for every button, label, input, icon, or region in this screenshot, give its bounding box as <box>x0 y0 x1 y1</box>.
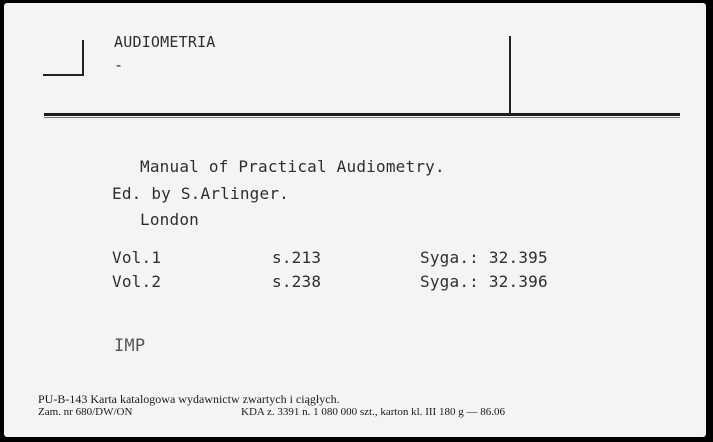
catalog-card <box>4 3 706 437</box>
footer-print-info: KDA z. 3391 n. 1 080 000 szt., karton kl. III 180 g — 86.06 <box>241 406 505 418</box>
corner-mark-vertical <box>82 40 84 76</box>
volume-2-label: Vol.2 <box>112 272 162 291</box>
volume-1-signature: Syga.: 32.395 <box>420 248 548 267</box>
imp-mark: IMP <box>114 336 146 356</box>
subject-heading: AUDIOMETRIA <box>114 33 216 51</box>
horizontal-rule <box>44 113 680 116</box>
book-title: Manual of Practical Audiometry. <box>140 157 445 176</box>
volume-1-pages: s.213 <box>272 248 322 267</box>
corner-mark-horizontal <box>43 74 83 76</box>
footer-form-line: PU-B-143 Karta katalogowa wydawnictw zwartych i ciągłych. <box>38 392 340 406</box>
subject-dash: - <box>114 56 124 74</box>
footer-order-number: Zam. nr 680/DW/ON <box>38 406 133 418</box>
volume-2-signature: Syga.: 32.396 <box>420 272 548 291</box>
volume-2-pages: s.238 <box>272 272 322 291</box>
editor-line: Ed. by S.Arlinger. <box>112 184 289 203</box>
horizontal-rule-shadow <box>44 117 680 118</box>
vertical-divider <box>509 36 511 116</box>
volume-1-label: Vol.1 <box>112 248 162 267</box>
publication-place: London <box>140 210 199 229</box>
